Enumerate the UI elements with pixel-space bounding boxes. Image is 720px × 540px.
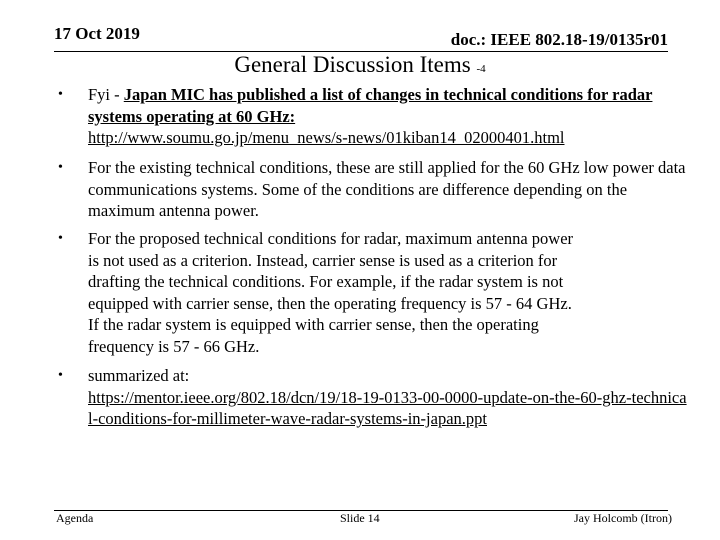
footer-author: Jay Holcomb (Itron) [574, 511, 672, 525]
footer-slide-number: Slide 14 [340, 511, 380, 525]
bullet-lead: summarized at: [88, 366, 190, 385]
bullet-dot-icon: • [58, 368, 63, 383]
bullet-text: For the existing technical conditions, these are still applied for the 60 GHz low power data communications systems. Some of the conditions are difference depending on the maximum antenna power. [88, 158, 686, 220]
bullet-emphasis: Japan MIC has published a list of changes in technical conditions for radar systems operating at 60 GHz: [88, 85, 653, 126]
bullet-list [58, 84, 688, 428]
slide-title [0, 52, 720, 78]
bullet-lead: Fyi - [88, 85, 124, 104]
bullet-dot-icon: • [58, 87, 63, 102]
header-date: 17 Oct 2019 [54, 24, 140, 43]
bullet-dot-icon: • [58, 160, 63, 175]
bullet-item-summary [58, 365, 688, 428]
bullet-item-proposed-conditions [58, 228, 688, 365]
bullet-item-existing-conditions [58, 157, 688, 228]
slide-title-main: General Discussion Items [234, 52, 471, 77]
bullet-dot-icon: • [58, 231, 63, 246]
bullet-text [88, 84, 688, 157]
header-doc-id: doc.: IEEE 802.18-19/0135r01 [450, 30, 668, 49]
slide-title-suffix: -4 [476, 63, 486, 75]
bullet-text [88, 365, 688, 428]
mentor-link[interactable]: https://mentor.ieee.org/802.18/dcn/19/18-19-0133-00-0000-update-on-the-60-ghz-technical-conditions-for-millimeter-wave-radar-systems-in-japan.ppt [88, 387, 687, 428]
bullet-text: For the proposed technical conditions for radar, maximum antenna power is not used as a criterion. Instead, carrier sense is used as a criterion for drafting the technical conditions. For example, if the radar system is not equipped with carrier sense, then the operating frequency is 57 - 64 GHz. If the radar system is equipped with carrier sense, then the operating frequency is 57 - 66 GHz. [88, 229, 574, 356]
soumu-link[interactable]: http://www.soumu.go.jp/menu_news/s-news/01kiban14_02000401.html [88, 128, 565, 147]
bullet-item-fyi [58, 84, 688, 157]
footer-agenda: Agenda [56, 511, 94, 525]
